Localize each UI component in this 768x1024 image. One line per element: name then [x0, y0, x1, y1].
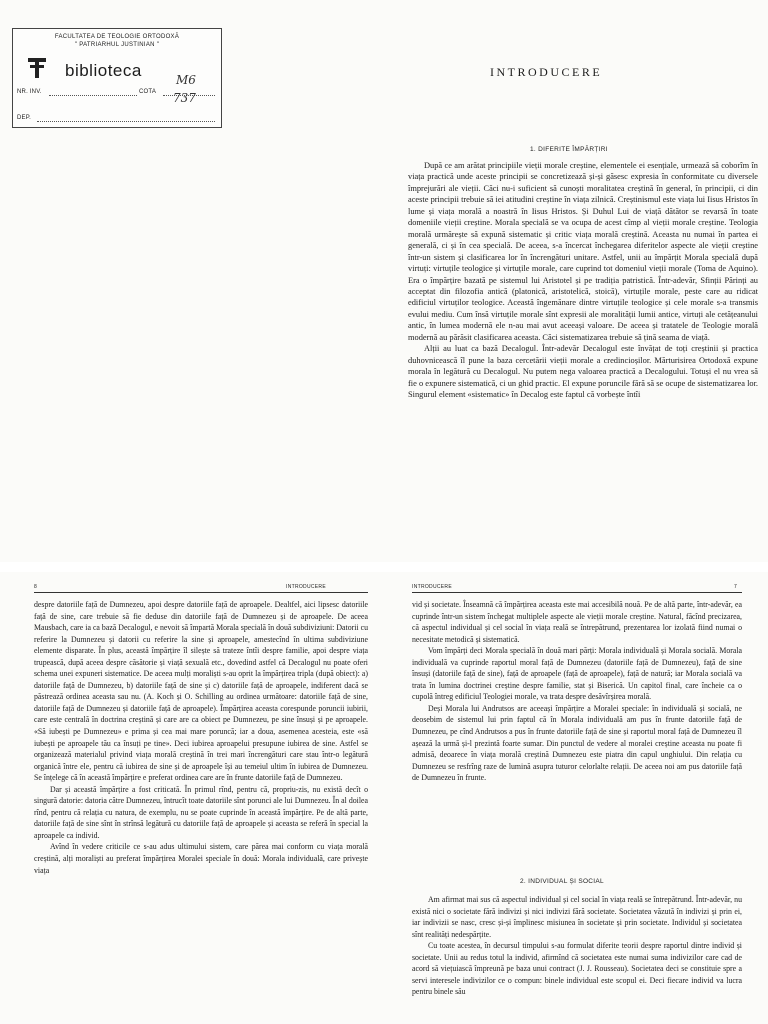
paragraph: vid și societate. Înseamnă că împărțirea aceasta este mai accesibilă nouă. Pe de altă parte, într-adevăr, ea cuprinde într-un sistem închegat multiplele aspecte ale vieții morale creștine. Natural, făcînd precizarea, că aspectul individual și cel social în viața reală se întrepătrund, prezentarea lor izolată fiind numai o necesitate metodică și sistematică.: [412, 600, 742, 644]
running-head: INTRODUCERE: [286, 584, 326, 590]
page-number: 8: [34, 584, 38, 590]
page-number: 7: [734, 584, 738, 590]
stamp-library-label: biblioteca: [65, 61, 142, 80]
stamp-cota-row: [139, 89, 156, 95]
section-heading-1: 1. DIFERITE ÎMPĂRȚIRI: [530, 146, 608, 153]
stamp-handwritten-top: M6: [176, 73, 196, 87]
paragraph: Dar și această împărțire a fost criticată. În primul rînd, pentru că, propriu-zis, nu există decît o singură datorie: datoria către Dumnezeu, întrucît toate datoriile sînt porunci ale lui Dumnezeu. În al doilea rînd, pentru că relația cu natura, de exemplu, nu se poate cuprinde în această împărțire. Pe de altă parte, datoriile față de sine sînt în strînsă legătură cu datoriile față de aproapele și aceasta se referă în special la aproapele ca individ.: [34, 784, 368, 840]
paragraph: După ce am arătat principiile vieții morale creștine, elementele ei esențiale, urmează să coborîm în viața practică unde aceste principii se concretizează și-și găsesc expresia în conformitate cu diversele împrejurări ale vieții. Căci nu-i suficient să cunoști moralitatea creștină în general, în principii, ci din aceste principii trebuie să iei atitudini creștine în viața zilnică. Creștinismul este viața lui Iisus Hristos în lume și viața morală a noastră în Iisus Hristos. Și Duhul Lui de viață dătător se revarsă în toate domeniile vieții creștine. Morala specială se va ocupa de acest cîmp al vieții morale creștine. Teologia morală urmărește să expună sistematic și critic viața morală creștină. Aceasta nu numai în partea ei generală, ci și în cea specială. De aceea, s-a încercat închegarea diferitelor aspecte ale vieții creștine într-un sistem și clasificarea lor în încrengături unitare. Astfel, unii au împărțit Morala specială după virtuți: virtuțile teologice și virtuțile morale, care cuprind tot domeniul vieții morale (Toma de Aquino). Era o împărțire bazată pe sistemul lui Aristotel și pe tradiția patristică. Într-adevăr, Sfinții Părinți au acceptat din filozofia antică (platonică, aristotelică, stoică), virtuțile morale, peste care au ridicat edificiul virtuților teologice. Această îngemănare dintre virtuțile teologice și cele morale s-a transmis evului mediu. Cum însă virtuțile morale sînt expresii ale moralității lumii antice, virtuți ale cetățeanului antic, în lumea modernă ele n-au mai avut aceeași valoare. De aceea și tratatele de Teologie morală modernă au părăsit clasificarea aceasta. Căci sistematizarea trebuie să țină seama de viață.: [408, 161, 758, 342]
stamp-line-1: FACULTATEA DE TEOLOGIE ORTODOXĂ: [54, 34, 180, 40]
stamp-line-2: " PATRIARHUL JUSTINIAN ": [74, 42, 160, 48]
paragraph: Vom împărți deci Morala specială în două mari părți: Morala individuală și Morala socială. Morala individuală va cuprinde raportul moral față de Dumnezeu (datoriile față de Dumnezeu), față de sine însuși (datoriile față de sine), față de aproapele (față de aproapele), față de natură; iar Morala socială va trata în lumina doctrinei creștine despre familie, stat și Biserică. Un capitol final, care încheie ca o cupolă întreg edificiul Teologiei morale, va trata despre desăvîrșirea morală.: [412, 646, 742, 702]
right-page-text: [412, 599, 742, 784]
paragraph: despre datoriile față de Dumnezeu, apoi despre datoriile față de aproapele. Dealtfel, aici lipsesc datoriile față de sine, care trebuie să fie deduse din datoriile față de Dumnezeu și de aproapele. De aceea Mausbach, care ia ca bază Decalogul, e nevoit să împartă Morala specială în două subdiviziuni: Datorii cu referire la Dumnezeu și datorii cu referire la sine și aproapele, amestecînd în ultima subdiviziune elemente disparate. În plus, această împărțire îl silește să trateze întîi despre familie, apoi despre viața trupească, după aceea despre căsătorie și viață sexuală etc., dovedind astfel că Decalogul nu poate oferi schema unei expuneri sistematice. De aceea mulți moraliști s-au oprit la împărțirea tripla (după obiect): a) datoriile față de Dumnezeu, b) datoriile față de sine și c) datoriile față de aproapele, indiferent dacă se păstrează ordinea aceasta sau nu. (A. Koch și O. Schilling au ordinea următoare: datoriile față de sine, datoriile față de Dumnezeu și datoriile față de aproapele). Împărțirea aceasta corespunde poruncii iubirii, care este centrală în doctrina creștină și care are ca obiect pe Dumnezeu, pe sine însuși și pe aproapele. «Să iubești pe Dumnezeu» e prima și cea mai mare poruncă; iar a doua, asemenea acesteia, este «să iubești pe aproapele tău ca însuți pe tine». Deci iubirea aproapelui presupune iubirea de sine. Astfel se organizează materialul privind viața morală creștină în trei mari încrengături care stau într-o legătură organică între ele, pentru că iubirea de sine și de aproapele își au temeiul ultim în iubirea de Dumnezeu. Se înțelege că în această împărțire e preferat ordinea care are în frunte datoriile față de Dumnezeu.: [34, 600, 368, 783]
stamp-faculty: [13, 29, 221, 49]
library-stamp: [12, 28, 222, 128]
header-rule: [34, 592, 368, 593]
stamp-cota-label: COTA: [139, 89, 157, 95]
top-page-text: [408, 160, 758, 401]
section-heading-2: 2. INDIVIDUAL ȘI SOCIAL: [520, 878, 604, 885]
library-logo-icon: [27, 57, 47, 79]
running-head: INTRODUCERE: [412, 584, 452, 590]
stamp-dep-label: DEP.: [17, 115, 32, 121]
stamp-dep-line: [37, 121, 215, 122]
stamp-handwritten-bottom: 737: [173, 91, 196, 105]
right-book-page: [384, 572, 768, 1024]
paragraph: Alții au luat ca bază Decalogul. Într-adevăr Decalogul este învățat de toți creștinii și practica duhovnicească îl pune la baza cercetării vieții morale a credincioșilor. Mărturisirea Ortodoxă expune morala în legătură cu Decalogul. Nu putem nega valoarea practică a Decalogului. Totuși el nu vrea să fie o expunere sistematică, ci un ghid practic. El expune poruncile fără să se ocupe de sistematizarea lor. Singurul element «sistematic» în Decalog este faptul că vorbește întîi: [408, 344, 758, 400]
stamp-dep-row: [17, 115, 31, 121]
right-page-text-2: [412, 894, 742, 998]
chapter-title: INTRODUCERE: [490, 65, 603, 79]
paragraph: Am afirmat mai sus că aspectul individual și cel social în viața reală se întrepătrund. Într-adevăr, nu există nici o societate fără indivizi și nici indivizi fără societate. Societatea văzută în indivizi și prin ei, iar indivizii se nasc, cresc și-și împlinesc misiunea în societate și prin societate. Individul și societatea sînt realități nedespărțite.: [412, 895, 742, 939]
left-book-page: [0, 572, 384, 1024]
paragraph: Avînd în vedere criticile ce s-au adus ultimului sistem, care părea mai conform cu viața morală creștină, alți moraliști au preferat împărțirea Moralei speciale în două: Morala individuală, care privește viața: [34, 842, 368, 875]
paragraph: Deși Morala lui Andrutsos are aceeași împărțire a Moralei speciale: în individuală și socială, ne deosebim de sistemul lui prin faptul că în Morala individuală am pus în frunte datoriile față de Dumnezeu, pe cînd Andrutsos a pus în frunte datoriile față de sine și raportul moral față de Dumnezeu îl așează la urmă și-l prezintă foarte sumar. Din punctul de vedere al moralei creștine aceasta nu poate fi admisă, deoarece în viața morală creștină Dumnezeu este piatra din capul unghiului. Din relația cu Dumnezeu se resfrîng raze de lumină asupra tuturor celorlalte relații. De aceea noi am pus datoriile față de Dumnezeu în frunte.: [412, 703, 742, 783]
stamp-nr-inv-row: [17, 89, 42, 95]
paragraph: Cu toate acestea, în decursul timpului s-au formulat diferite teorii despre raportul dintre individ și societate. Unii au redus totul la individ, afirmînd că societatea este numai suma indivizilor care cad de acord să viețuiască împreună pe baza unui contract (J. J. Rousseau). Societatea deci se constituie spre a servi interesele indivizilor ce o compun: binele individual este scopul ei. Deci fiecare individ va lucra pentru binele său: [412, 941, 742, 997]
header-rule: [412, 592, 742, 593]
stamp-nr-inv-label: NR. INV.: [17, 89, 42, 95]
stamp-nr-line: [49, 95, 137, 96]
left-page-text: [34, 599, 368, 876]
